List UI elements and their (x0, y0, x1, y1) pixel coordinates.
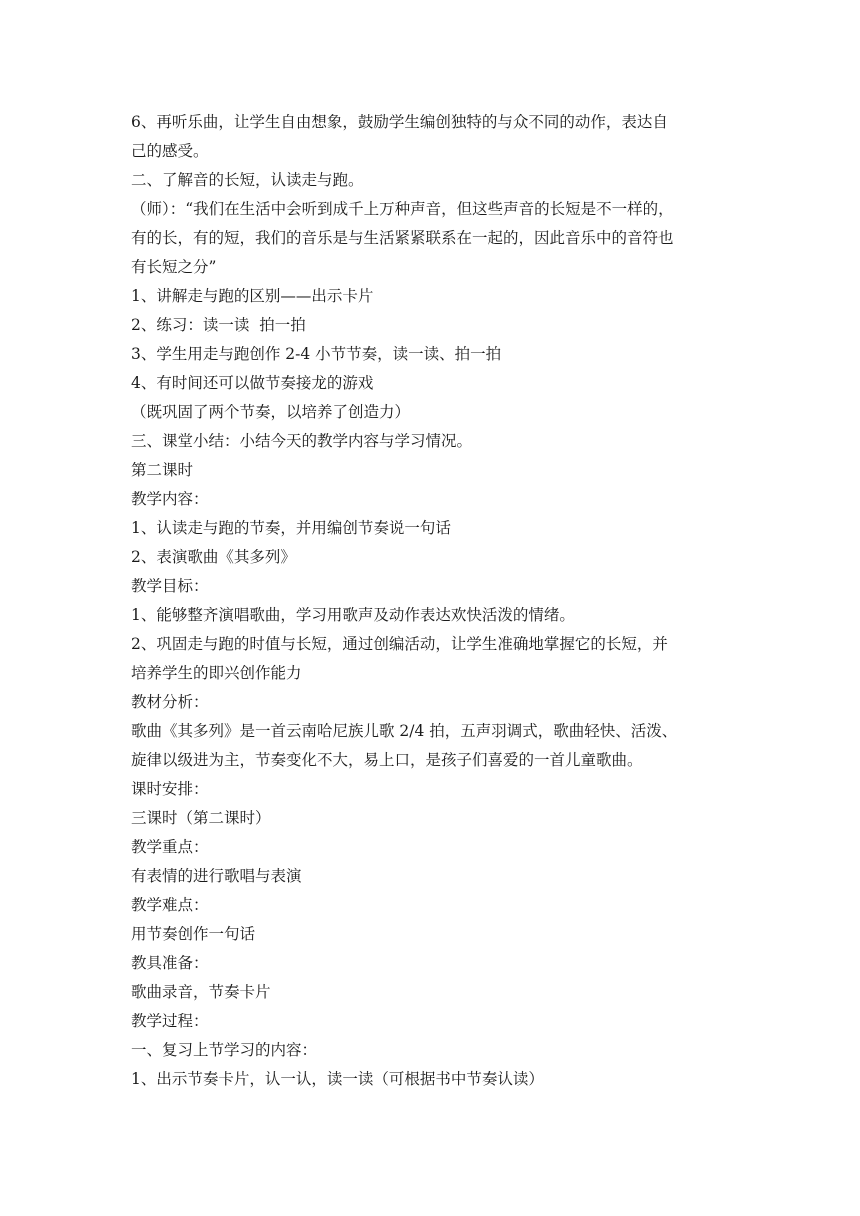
text-line: 歌曲录音，节奏卡片 (131, 983, 271, 1001)
field-label: 教学目标： (131, 577, 209, 595)
document-body (131, 108, 729, 1094)
text-line: 旋律以级进为主，节奏变化不大，易上口，是孩子们喜爱的一首儿童歌曲。 (131, 751, 643, 769)
text-line: 有的长，有的短，我们的音乐是与生活紧紧联系在一起的，因此音乐中的音符也 (131, 229, 674, 247)
list-item: 1、认读走与跑的节奏，并用编创节奏说一句话 (131, 519, 451, 537)
list-item: 1、出示节奏卡片，认一认，读一读（可根据书中节奏认读） (131, 1070, 544, 1088)
section-heading: 一、复习上节学习的内容： (131, 1041, 318, 1059)
lesson-heading: 第二课时 (131, 461, 194, 479)
field-label: 教学过程： (131, 1012, 209, 1030)
field-label: 教材分析： (131, 693, 209, 711)
text-line: 三课时（第二课时） (131, 809, 271, 827)
text-line: 培养学生的即兴创作能力 (131, 664, 302, 682)
text-line: 歌曲《其多列》是一首云南哈尼族儿歌 2/4 拍，五声羽调式，歌曲轻快、活泼、 (131, 722, 678, 740)
list-item: 3、学生用走与跑创作 2-4 小节节奏，读一读、拍一拍 (131, 345, 502, 363)
section-heading: 三、课堂小结：小结今天的教学内容与学习情况。 (131, 432, 473, 450)
list-item: 2、练习：读一读 拍一拍 (131, 316, 306, 334)
text-line: 己的感受。 (131, 142, 209, 160)
text-line: （师）：“我们在生活中会听到成千上万种声音，但这些声音的长短是不一样的， (131, 200, 674, 218)
field-label: 教学内容： (131, 490, 209, 508)
list-item: 2、巩固走与跑的时值与长短，通过创编活动，让学生准确地掌握它的长短，并 (131, 635, 668, 653)
text-line: 有表情的进行歌唱与表演 (131, 867, 302, 885)
list-item: 4、有时间还可以做节奏接龙的游戏 (131, 374, 374, 392)
field-label: 教学重点： (131, 838, 209, 856)
list-item: 1、讲解走与跑的区别——出示卡片 (131, 287, 374, 305)
field-label: 课时安排： (131, 780, 209, 798)
text-line: 6、再听乐曲，让学生自由想象，鼓励学生编创独特的与众不同的动作，表达自 (131, 113, 668, 131)
section-heading: 二、了解音的长短，认读走与跑。 (131, 171, 364, 189)
field-label: 教学难点： (131, 896, 209, 914)
field-label: 教具准备： (131, 954, 209, 972)
text-line: 有长短之分” (131, 258, 217, 276)
text-line: 用节奏创作一句话 (131, 925, 256, 943)
text-line: （既巩固了两个节奏，以培养了创造力） (131, 403, 411, 421)
list-item: 1、能够整齐演唱歌曲，学习用歌声及动作表达欢快活泼的情绪。 (131, 606, 575, 624)
list-item: 2、表演歌曲《其多列》 (131, 548, 296, 566)
